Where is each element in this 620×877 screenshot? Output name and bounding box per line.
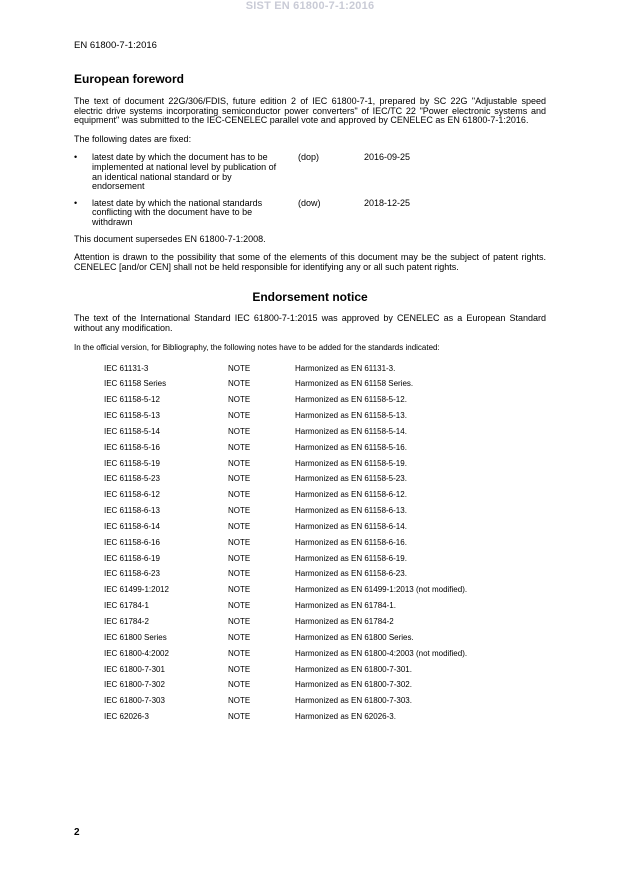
date-value: 2018-12-25 xyxy=(364,197,411,208)
standard-cell: IEC 61158-6-23 xyxy=(104,569,160,579)
note-cell: NOTE xyxy=(228,442,251,452)
note-cell: NOTE xyxy=(228,680,251,690)
note-cell: NOTE xyxy=(228,379,251,389)
table-row xyxy=(104,534,545,550)
page-number: 2 xyxy=(74,827,80,838)
dates-intro: The following dates are fixed: xyxy=(74,133,192,144)
note-cell: NOTE xyxy=(228,696,251,706)
harmonized-cell: Harmonized as EN 61158-5-16. xyxy=(295,442,407,452)
note-cell: NOTE xyxy=(228,632,251,642)
note-cell: NOTE xyxy=(228,664,251,674)
note-cell: NOTE xyxy=(228,506,251,516)
dates-list xyxy=(74,153,546,227)
bibliography-intro: In the official version, for Bibliography, the following notes have to be added for the standards indicated: xyxy=(74,342,440,352)
note-cell: NOTE xyxy=(228,474,251,484)
note-cell: NOTE xyxy=(228,617,251,627)
standard-cell: IEC 61158 Series xyxy=(104,379,167,389)
standard-cell: IEC 61158-5-19 xyxy=(104,458,160,468)
harmonized-cell: Harmonized as EN 61800 Series. xyxy=(295,632,414,642)
standard-cell: IEC 61158-6-12 xyxy=(104,490,160,500)
harmonized-cell: Harmonized as EN 61158-5-19. xyxy=(295,458,407,468)
standard-cell: IEC 61499-1:2012 xyxy=(104,585,169,595)
harmonized-cell: Harmonized as EN 61158-6-16. xyxy=(295,537,407,547)
harmonized-cell: Harmonized as EN 61784-2 xyxy=(295,617,394,627)
date-description: latest date by which the national standards conflicting with the document have to be withdrawn xyxy=(92,197,263,227)
harmonized-cell: Harmonized as EN 62026-3. xyxy=(295,712,396,722)
table-row xyxy=(104,392,545,408)
note-cell: NOTE xyxy=(228,585,251,595)
table-row xyxy=(104,661,545,677)
bullet: • xyxy=(74,197,78,208)
table-row xyxy=(104,503,545,519)
note-cell: NOTE xyxy=(228,537,251,547)
standard-cell: IEC 61158-6-14 xyxy=(104,521,160,531)
bullet: • xyxy=(74,152,78,163)
harmonized-cell: Harmonized as EN 61158-5-23. xyxy=(295,474,407,484)
note-cell: NOTE xyxy=(228,395,251,405)
harmonized-cell: Harmonized as EN 61158-5-14. xyxy=(295,426,407,436)
harmonized-cell: Harmonized as EN 61158-6-14. xyxy=(295,521,407,531)
standard-cell: IEC 61800-4:2002 xyxy=(104,648,169,658)
harmonized-cell: Harmonized as EN 61158-5-12. xyxy=(295,395,407,405)
table-row xyxy=(104,360,545,376)
note-cell: NOTE xyxy=(228,521,251,531)
note-cell: NOTE xyxy=(228,458,251,468)
bibliography-notes-table xyxy=(104,360,545,724)
table-row xyxy=(104,598,545,614)
date-row-dop xyxy=(74,153,546,191)
note-cell: NOTE xyxy=(228,601,251,611)
standard-cell: IEC 61131-3 xyxy=(104,363,149,373)
harmonized-cell: Harmonized as EN 61158-6-19. xyxy=(295,553,407,563)
harmonized-cell: Harmonized as EN 61800-4:2003 (not modified). xyxy=(295,648,468,658)
date-code: (dow) xyxy=(298,197,321,208)
table-row xyxy=(104,677,545,693)
foreword-paragraph: The text of document 22G/306/FDIS, future edition 2 of IEC 61800-7-1, prepared by SC 22G "Adjustable speed electric drive systems incorporating semiconductor power converters" of IEC/TC 22 "Power electronic systems and equipment" was submitted to the IEC-CENELEC parallel vote and approved by CENELEC as EN 61800-7-1:2016. xyxy=(74,96,546,126)
table-row xyxy=(104,376,545,392)
note-cell: NOTE xyxy=(228,363,251,373)
harmonized-cell: Harmonized as EN 61800-7-302. xyxy=(295,680,412,690)
watermark: SIST EN 61800-7-1:2016 xyxy=(245,0,375,12)
table-row xyxy=(104,614,545,630)
harmonized-cell: Harmonized as EN 61158 Series. xyxy=(295,379,414,389)
standard-cell: IEC 61158-6-16 xyxy=(104,537,160,547)
harmonized-cell: Harmonized as EN 61158-6-12. xyxy=(295,490,407,500)
date-row-dow xyxy=(74,199,546,228)
endorsement-title: Endorsement notice xyxy=(252,290,368,305)
harmonized-cell: Harmonized as EN 61800-7-301. xyxy=(295,664,412,674)
table-row xyxy=(104,408,545,424)
page-content xyxy=(74,72,546,725)
note-cell: NOTE xyxy=(228,569,251,579)
standard-cell: IEC 61158-5-14 xyxy=(104,426,160,436)
table-row xyxy=(104,645,545,661)
standard-cell: IEC 61800-7-303 xyxy=(104,696,165,706)
harmonized-cell: Harmonized as EN 61158-5-13. xyxy=(295,411,407,421)
harmonized-cell: Harmonized as EN 61800-7-303. xyxy=(295,696,412,706)
table-row xyxy=(104,550,545,566)
table-row xyxy=(104,582,545,598)
standard-cell: IEC 62026-3 xyxy=(104,712,149,722)
note-cell: NOTE xyxy=(228,426,251,436)
standard-cell: IEC 61158-5-16 xyxy=(104,442,160,452)
table-row xyxy=(104,487,545,503)
note-cell: NOTE xyxy=(228,648,251,658)
harmonized-cell: Harmonized as EN 61131-3. xyxy=(295,363,396,373)
harmonized-cell: Harmonized as EN 61499-1:2013 (not modified). xyxy=(295,585,468,595)
standard-cell: IEC 61158-5-23 xyxy=(104,474,160,484)
harmonized-cell: Harmonized as EN 61158-6-23. xyxy=(295,569,407,579)
table-row xyxy=(104,471,545,487)
date-value: 2016-09-25 xyxy=(364,152,411,163)
table-row xyxy=(104,455,545,471)
patent-paragraph: Attention is drawn to the possibility that some of the elements of this document may be the subject of patent rights. CENELEC [and/or CEN] shall not be held responsible for identifying any or all such patent rights. xyxy=(74,252,546,272)
standard-cell: IEC 61158-5-13 xyxy=(104,411,160,421)
standard-cell: IEC 61800-7-301 xyxy=(104,664,165,674)
standard-cell: IEC 61158-5-12 xyxy=(104,395,160,405)
document-id: EN 61800-7-1:2016 xyxy=(74,40,157,51)
note-cell: NOTE xyxy=(228,490,251,500)
standard-cell: IEC 61800 Series xyxy=(104,632,167,642)
standard-cell: IEC 61800-7-302 xyxy=(104,680,165,690)
table-row xyxy=(104,709,545,725)
supersedes-paragraph: This document supersedes EN 61800-7-1:2008. xyxy=(74,233,266,244)
note-cell: NOTE xyxy=(228,553,251,563)
date-code: (dop) xyxy=(298,152,320,163)
harmonized-cell: Harmonized as EN 61784-1. xyxy=(295,601,396,611)
table-row xyxy=(104,519,545,535)
harmonized-cell: Harmonized as EN 61158-6-13. xyxy=(295,506,407,516)
endorsement-paragraph: The text of the International Standard IEC 61800-7-1:2015 was approved by CENELEC as a European Standard without any modification. xyxy=(74,313,546,333)
note-cell: NOTE xyxy=(228,411,251,421)
table-row xyxy=(104,566,545,582)
table-row xyxy=(104,423,545,439)
table-row xyxy=(104,439,545,455)
standard-cell: IEC 61158-6-13 xyxy=(104,506,160,516)
standard-cell: IEC 61158-6-19 xyxy=(104,553,160,563)
standard-cell: IEC 61784-2 xyxy=(104,617,149,627)
note-cell: NOTE xyxy=(228,712,251,722)
standard-cell: IEC 61784-1 xyxy=(104,601,149,611)
foreword-title: European foreword xyxy=(74,72,185,86)
table-row xyxy=(104,693,545,709)
table-row xyxy=(104,629,545,645)
date-description: latest date by which the document has to be implemented at national level by publication of an identical national standard or by endorsement xyxy=(92,152,277,192)
